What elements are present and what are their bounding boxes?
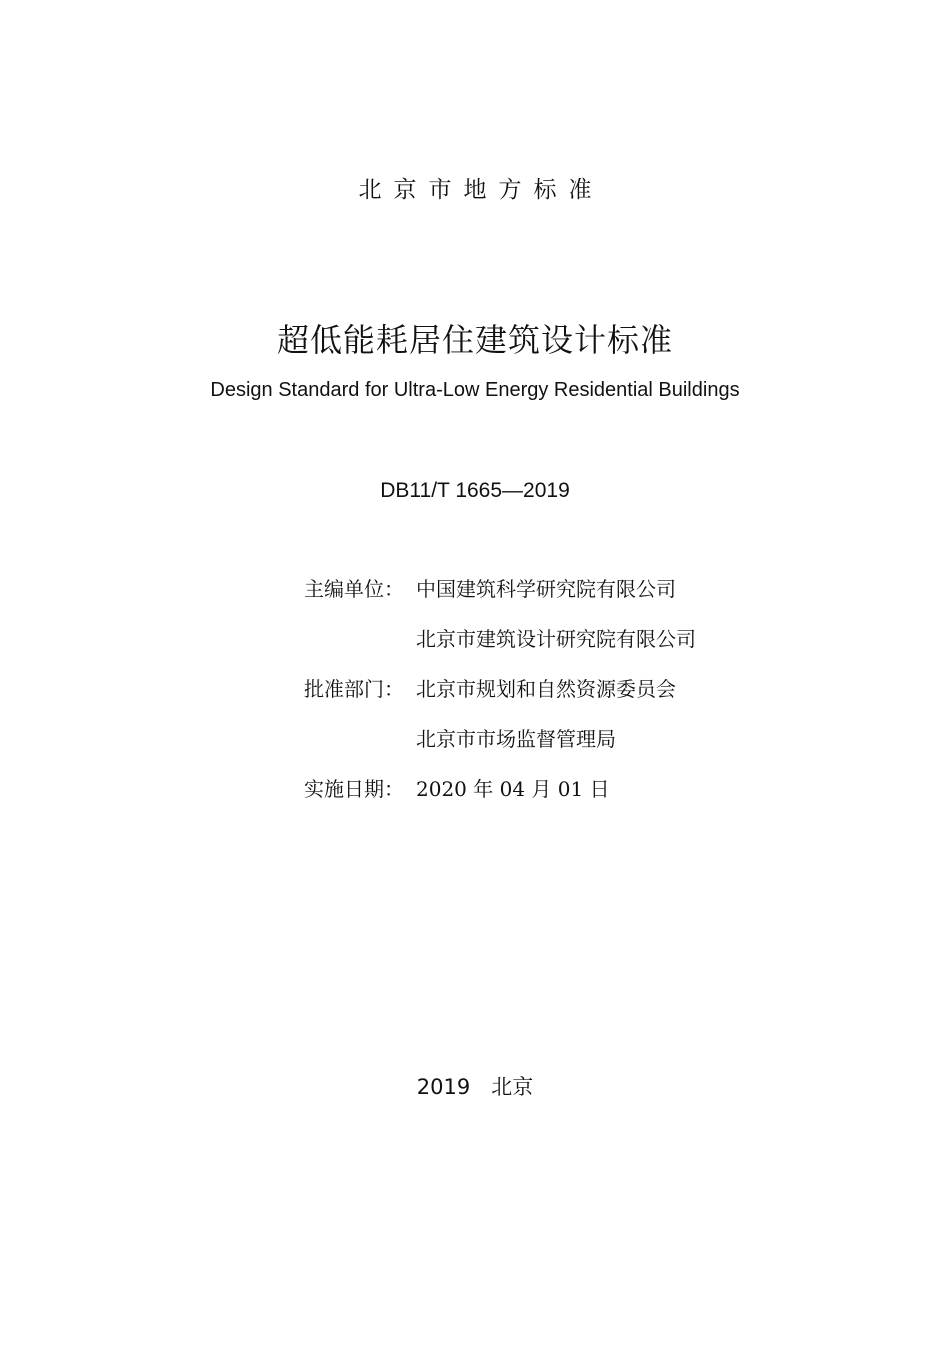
info-label xyxy=(304,722,416,772)
info-value: 北京市建筑设计研究院有限公司 xyxy=(416,627,696,651)
info-label: 主编单位： xyxy=(304,577,404,601)
info-label: 实施日期： xyxy=(304,777,404,801)
standard-code: DB11/T 1665—2019 xyxy=(380,479,570,502)
info-value: 中国建筑科学研究院有限公司 xyxy=(416,577,676,601)
info-value: 北京市规划和自然资源委员会 xyxy=(416,677,676,701)
publication-info xyxy=(304,572,824,822)
document-title-english: Design Standard for Ultra-Low Energy Residential Buildings xyxy=(210,379,740,401)
info-value: 2020 年 04 月 01 日 xyxy=(416,777,610,801)
info-label: 批准部门： xyxy=(304,677,404,701)
info-row-editor-2 xyxy=(304,622,824,672)
info-row-editor-1 xyxy=(304,572,824,622)
document-title-chinese: 超低能耗居住建筑设计标准 xyxy=(276,321,673,359)
info-row-approver-1 xyxy=(304,672,824,722)
info-label xyxy=(304,622,416,672)
info-row-approver-2 xyxy=(304,722,824,772)
info-row-effective-date xyxy=(304,772,824,822)
standard-category: 北京市地方标准 xyxy=(358,177,604,203)
info-value: 北京市市场监督管理局 xyxy=(416,727,616,751)
publication-year-place: 2019 北京 xyxy=(416,1075,534,1099)
